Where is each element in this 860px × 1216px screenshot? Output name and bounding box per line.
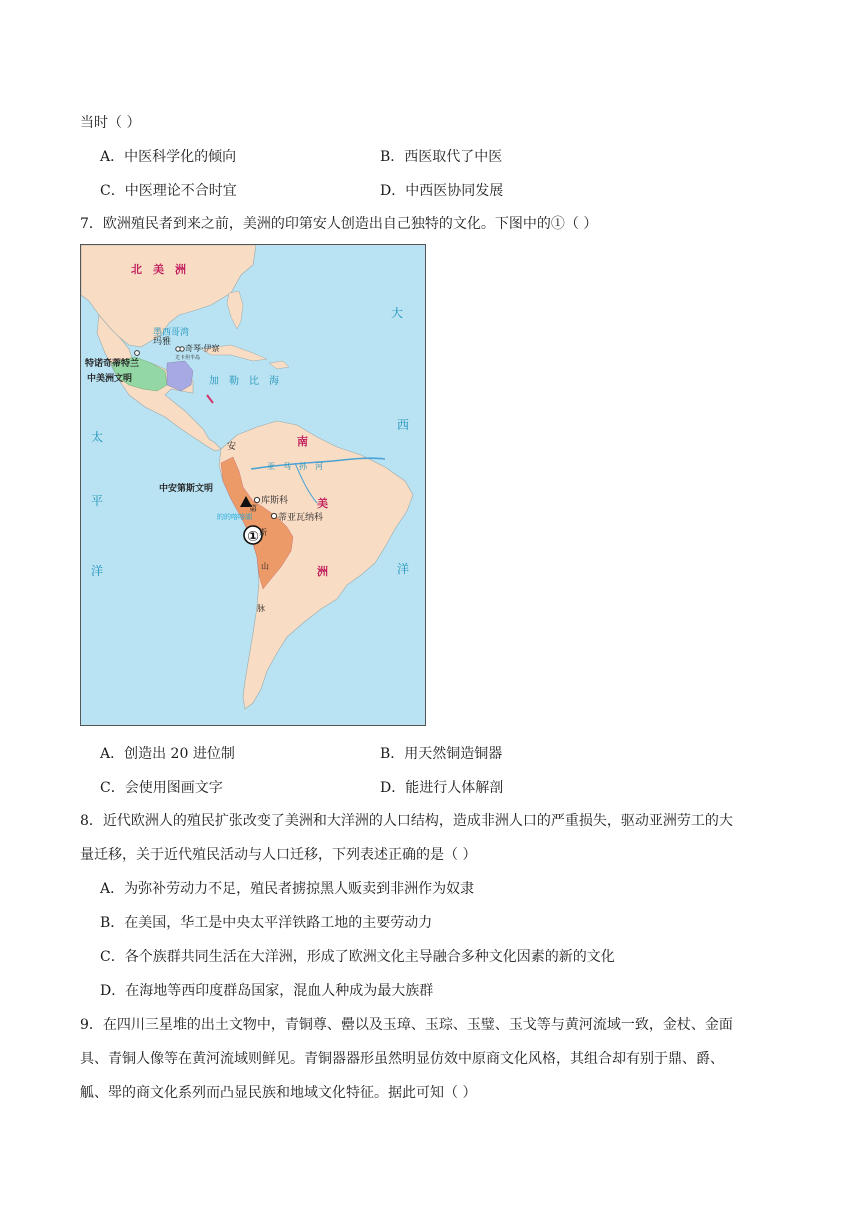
label-andes-5: 脉 bbox=[257, 604, 265, 613]
label-south: 南 bbox=[297, 435, 308, 448]
tiwanaku-dot bbox=[271, 513, 276, 518]
question-8-stem-line-1: 8．近代欧洲人的殖民扩张改变了美洲和大洋洲的人口结构，造成非洲人口的严重损失，驱动亚洲劳工的大 bbox=[80, 813, 733, 829]
question-7-stem: 7．欧洲殖民者到来之前，美洲的印第安人创造出自己独特的文化。下图中的①（ ） bbox=[80, 216, 598, 232]
americas-civilization-map bbox=[80, 244, 426, 726]
label-chichen-itza: 奇琴·伊察 bbox=[185, 344, 220, 353]
question-6-option-b: B．西医取代了中医 bbox=[380, 149, 503, 165]
label-andes-2: 第 bbox=[249, 504, 257, 513]
label-pacific-2: 平 bbox=[91, 494, 104, 508]
label-atlantic-3: 洋 bbox=[397, 562, 410, 576]
label-caribbean: 加 勒 比 海 bbox=[209, 376, 279, 387]
question-6-option-d: D．中西医协同发展 bbox=[380, 183, 504, 199]
question-8-option-b: B．在美国，华工是中央太平洋铁路工地的主要劳动力 bbox=[100, 915, 433, 931]
question-8-option-d: D．在海地等西印度群岛国家，混血人种成为最大族群 bbox=[100, 983, 434, 999]
label-amazon: 亚 马 孙 河 bbox=[267, 462, 323, 471]
question-7-option-b: B．用天然铜造铜器 bbox=[380, 746, 503, 762]
cuzco-dot bbox=[254, 497, 259, 502]
label-maya: 玛雅 bbox=[153, 337, 172, 347]
question-6-option-a: A．中医科学化的倾向 bbox=[100, 149, 237, 165]
label-pacific-1: 太 bbox=[91, 430, 104, 444]
question-7-option-c: C．会使用图画文字 bbox=[100, 780, 223, 796]
label-central-andes: 中安第斯文明 bbox=[159, 484, 214, 494]
question-9-stem-line-1: 9．在四川三星堆的出土文物中，青铜尊、罍以及玉璋、玉琮、玉璧、玉戈等与黄河流域一致，金杖、金面 bbox=[80, 1017, 733, 1033]
question-8-option-c: C．各个族群共同生活在大洋洲，形成了欧洲文化主导融合多种文化因素的新的文化 bbox=[100, 949, 615, 965]
label-teotihuacan: 特诺奇蒂特兰 bbox=[85, 359, 140, 369]
label-cuzco: 库斯科 bbox=[261, 496, 289, 506]
question-7-option-d: D．能进行人体解剖 bbox=[380, 780, 504, 796]
label-atlantic-2: 西 bbox=[397, 418, 410, 432]
label-andes-1: 安 bbox=[227, 442, 237, 452]
question-7-option-a: A．创造出 20 进位制 bbox=[100, 746, 235, 762]
question-6-option-c: C．中医理论不合时宜 bbox=[100, 183, 237, 199]
question-9-stem-line-3: 觚、斝的商文化系列而凸显民族和地域文化特征。据此可知（ ） bbox=[80, 1085, 477, 1101]
label-gulf-mexico: 墨西哥湾 bbox=[153, 328, 190, 338]
label-yucatan: 尤卡坦半岛 bbox=[175, 355, 201, 361]
label-titicaca: 的的喀喀湖 bbox=[217, 513, 252, 521]
label-pacific-3: 洋 bbox=[91, 564, 104, 578]
teotihuacan-dot bbox=[135, 351, 140, 356]
question-8-stem-line-2: 量迁移，关于近代殖民活动与人口迁移，下列表述正确的是（ ） bbox=[80, 847, 477, 863]
maya-dot bbox=[176, 347, 180, 351]
question-8-option-a: A．为弥补劳动力不足，殖民者掳掠黑人贩卖到非洲作为奴隶 bbox=[100, 881, 475, 897]
question-6-stem-end: 当时（ ） bbox=[80, 115, 141, 131]
label-north-america: 北 美 洲 bbox=[131, 263, 186, 276]
label-south-america-zhou: 洲 bbox=[317, 565, 328, 578]
label-america-s: 美 bbox=[317, 497, 328, 510]
label-atlantic-1: 大 bbox=[391, 306, 404, 320]
question-9-stem-line-2: 具、青铜人像等在黄河流域则鲜见。青铜器器形虽然明显仿效中原商文化风格，其组合却有别于鼎、爵、 bbox=[80, 1051, 724, 1067]
label-andes-4: 山 bbox=[261, 562, 269, 571]
marker-1-label: ① bbox=[247, 529, 259, 545]
label-andes-3: 斯 bbox=[259, 528, 267, 537]
label-mesoamerica: 中美洲文明 bbox=[87, 374, 133, 384]
label-tiwanaku: 蒂亚瓦纳科 bbox=[278, 513, 324, 523]
